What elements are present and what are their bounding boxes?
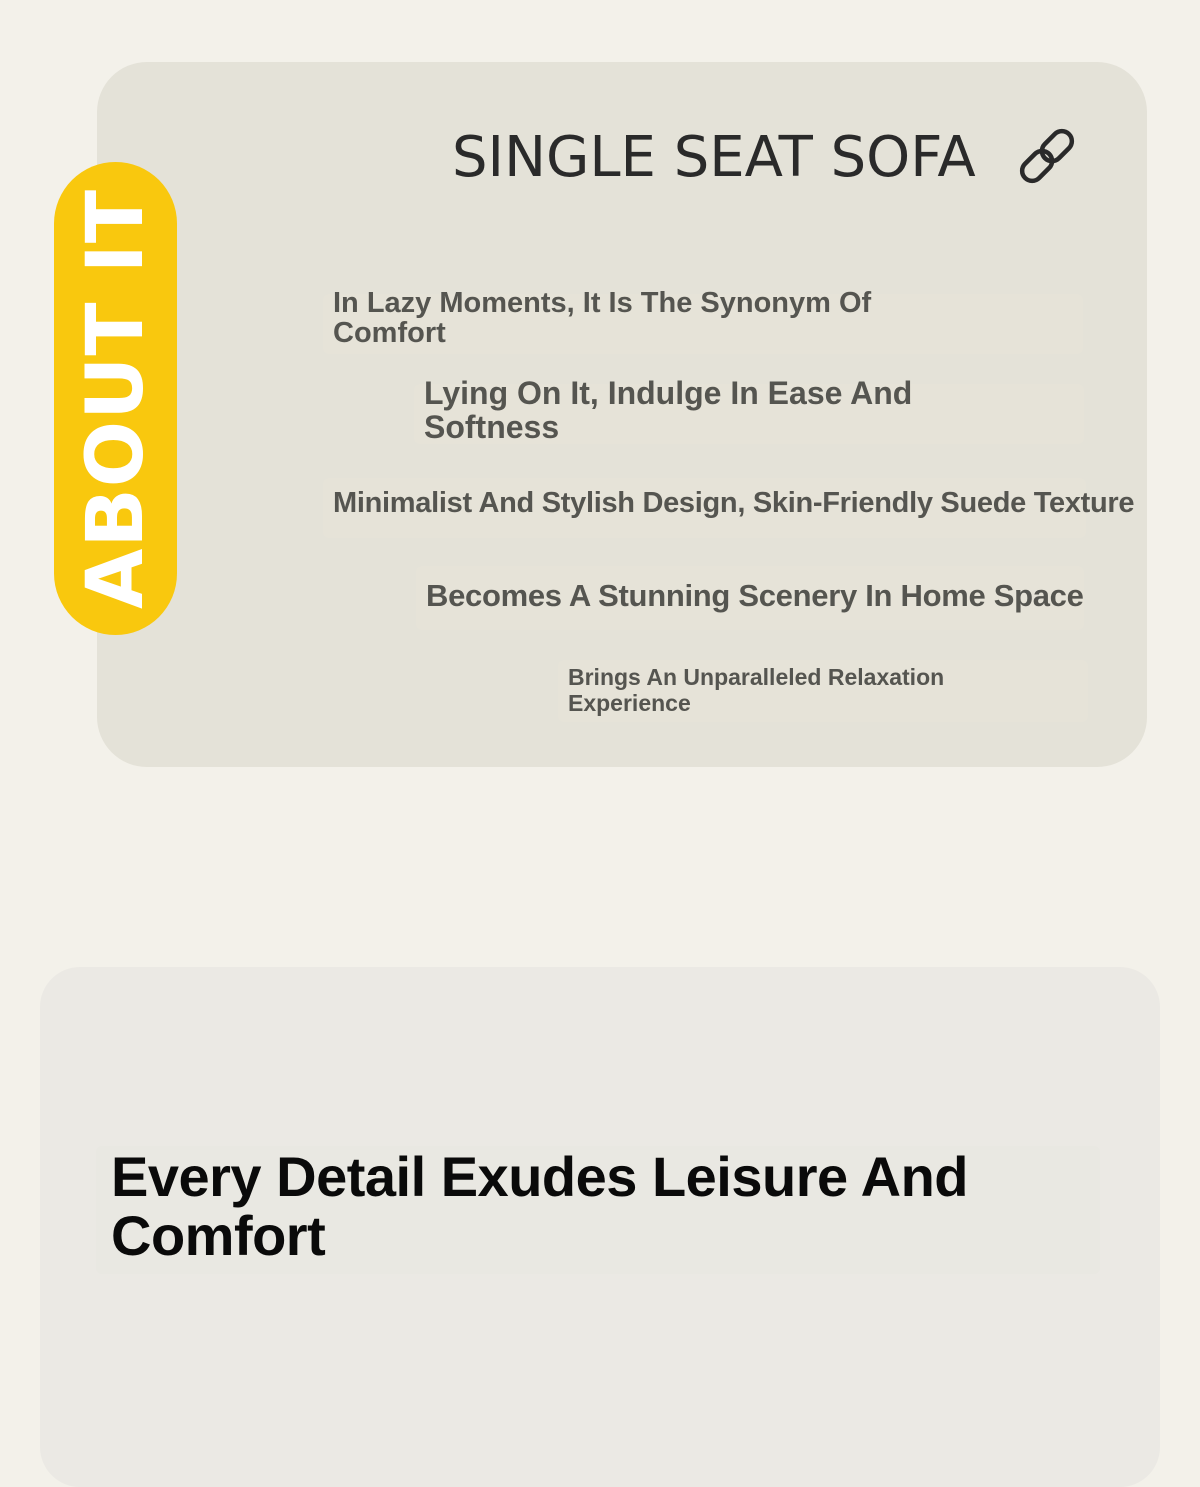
product-title: SINGLE SEAT SOFA: [452, 125, 976, 190]
about-label: ABOUT IT: [70, 188, 161, 609]
feature-text-comfort: In Lazy Moments, It Is The Synonym Of Comfort: [333, 287, 872, 350]
feature-text-relaxation: Brings An Unparalleled Relaxation Experience: [568, 664, 945, 717]
detail-headline: Every Detail Exudes Leisure And Comfort: [111, 1145, 968, 1267]
feature-text-scenery: Becomes A Stunning Scenery In Home Space: [426, 578, 1084, 613]
link-icon[interactable]: [1012, 122, 1082, 190]
about-badge: [54, 162, 177, 635]
feature-text-softness: Lying On It, Indulge In Ease And Softness: [424, 375, 913, 445]
feature-text-design: Minimalist And Stylish Design, Skin-Friendly Suede Texture: [333, 487, 1135, 519]
